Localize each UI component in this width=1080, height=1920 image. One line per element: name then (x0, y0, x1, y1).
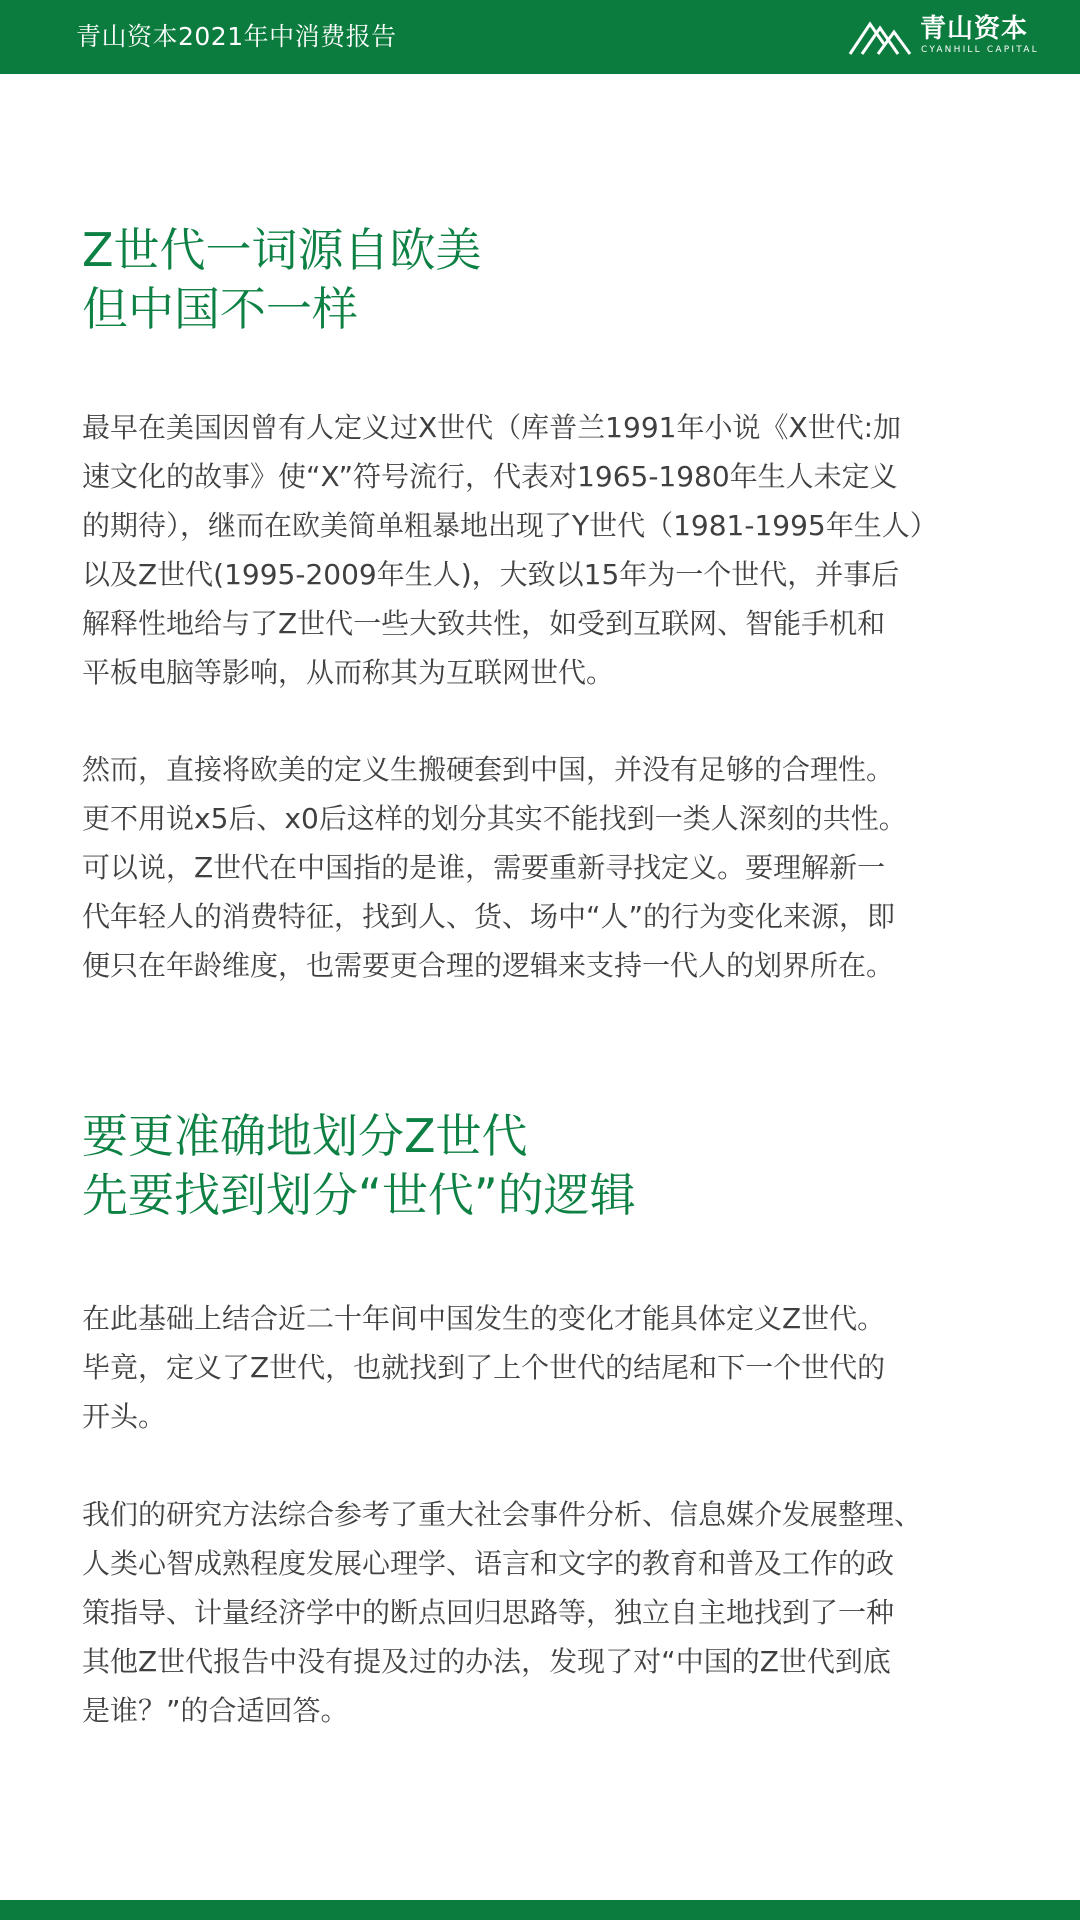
paragraph-line: 开头。 (82, 1400, 167, 1433)
cyanhill-capital-logo (848, 14, 1039, 60)
body-paragraph (82, 403, 1022, 697)
section-title-line: 要更准确地划分Z世代 (82, 1109, 528, 1163)
logo-name-cn: 青山资本 (920, 14, 1029, 44)
paragraph-line: 在此基础上结合近二十年间中国发生的变化才能具体定义Z世代。 (82, 1302, 886, 1335)
paragraph-line: 可以说，Z世代在中国指的是谁，需要重新寻找定义。要理解新一 (82, 851, 886, 884)
paragraph-line: 最早在美国因曾有人定义过X世代（库普兰1991年小说《X世代:加 (82, 411, 902, 444)
paragraph-line: 其他Z世代报告中没有提及过的办法，发现了对“中国的Z世代到底 (82, 1645, 891, 1678)
paragraph-line: 的期待），继而在欧美简单粗暴地出现了Y世代（1981-1995年生人） (82, 509, 938, 542)
section-title (82, 221, 482, 339)
report-header (0, 0, 1080, 74)
report-title: 青山资本2021年中消费报告 (76, 22, 397, 51)
paragraph-line: 策指导、计量经济学中的断点回归思路等，独立自主地找到了一种 (82, 1596, 895, 1629)
footer-bar (0, 1900, 1080, 1920)
section-title-line: 但中国不一样 (82, 282, 358, 336)
body-paragraph (82, 1490, 1022, 1735)
paragraph-line: 我们的研究方法综合参考了重大社会事件分析、信息媒介发展整理、 (82, 1498, 923, 1531)
paragraph-line: 以及Z世代(1995-2009年生人)，大致以15年为一个世代，并事后 (82, 558, 900, 591)
paragraph-line: 是谁？”的合适回答。 (82, 1694, 349, 1727)
section-title (82, 1107, 636, 1225)
body-paragraph (82, 745, 1022, 990)
paragraph-line: 平板电脑等影响，从而称其为互联网世代。 (82, 656, 615, 689)
paragraph-line: 速文化的故事》使“X”符号流行，代表对1965-1980年生人未定义 (82, 460, 898, 493)
logo-name-en: CYANHILL CAPITAL (921, 45, 1039, 55)
paragraph-line: 更不用说x5后、x0后这样的划分其实不能找到一类人深刻的共性。 (82, 802, 907, 835)
paragraph-line: 毕竟，定义了Z世代，也就找到了上个世代的结尾和下一个世代的 (82, 1351, 886, 1384)
paragraph-line: 代年轻人的消费特征，找到人、货、场中“人”的行为变化来源，即 (82, 900, 896, 933)
body-paragraph (82, 1294, 1022, 1441)
mountain-logo-icon (848, 18, 914, 56)
paragraph-line: 解释性地给与了Z世代一些大致共性，如受到互联网、智能手机和 (82, 607, 886, 640)
section-title-line: Z世代一词源自欧美 (82, 223, 482, 277)
paragraph-line: 然而，直接将欧美的定义生搬硬套到中国，并没有足够的合理性。 (82, 753, 895, 786)
paragraph-line: 人类心智成熟程度发展心理学、语言和文字的教育和普及工作的政 (82, 1547, 895, 1580)
paragraph-line: 便只在年龄维度，也需要更合理的逻辑来支持一代人的划界所在。 (82, 949, 895, 982)
section-title-line: 先要找到划分“世代”的逻辑 (82, 1168, 636, 1222)
